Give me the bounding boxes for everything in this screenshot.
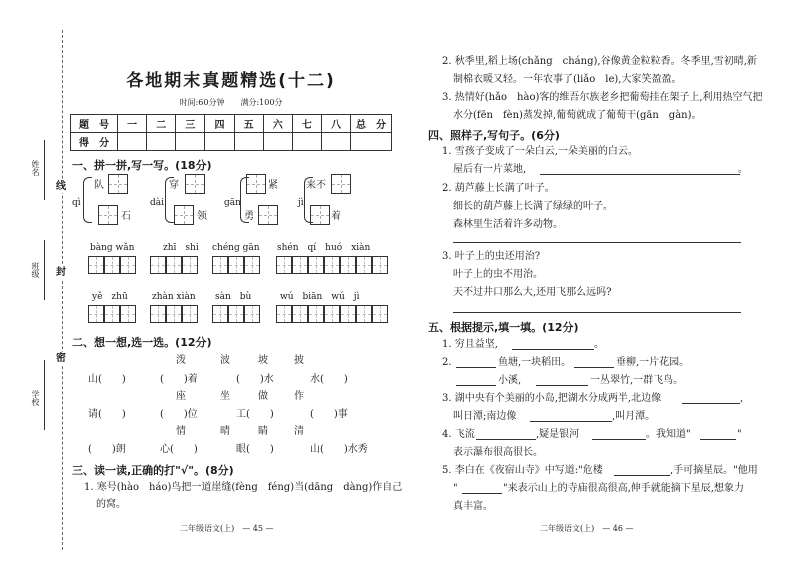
section-4-heading: 四、照样子,写句子。(6分) — [428, 129, 560, 142]
score-input-cell[interactable] — [292, 133, 321, 151]
question-text: 叶子上的虫不用治。 — [453, 269, 543, 280]
brace-top-char: 来不 — [306, 180, 326, 191]
choice-item[interactable]: ( )水 — [236, 374, 274, 385]
option-char: 晴 — [220, 426, 230, 437]
question-text: 制棉衣暖又轻。一年农事了(liǎo le),大家笑盈盈。 — [453, 74, 682, 85]
page-footer-right: 二年级语文(上) — 46 — — [540, 524, 634, 533]
fill-text: ,疑是银河 — [536, 429, 580, 440]
choice-item[interactable]: 工( ) — [236, 409, 274, 420]
fill-text: "来表示山上的寺庙很高很高,伸手就能摘下星辰,想象力 — [503, 483, 744, 494]
fill-blank[interactable] — [682, 403, 740, 404]
writing-cell[interactable] — [104, 305, 120, 323]
question-text: 天不过井口那么大,还用飞那么远吗? — [453, 287, 612, 298]
writing-cell[interactable] — [324, 256, 340, 274]
fill-text: 5. 李白在《夜宿山寺》中写道:"危楼 — [442, 465, 603, 476]
pinyin-label: yě zhū — [92, 292, 128, 302]
score-input-cell[interactable] — [263, 133, 292, 151]
writing-box[interactable] — [246, 174, 266, 194]
choice-item[interactable]: 山( ) — [88, 374, 126, 385]
writing-cell[interactable] — [228, 256, 244, 274]
writing-cell[interactable] — [212, 256, 228, 274]
question-text: 屋后有一片菜地, — [453, 164, 527, 175]
school-label: 学校 — [31, 390, 40, 406]
writing-cell[interactable] — [356, 305, 372, 323]
question-text: 2. 葫芦藤上长满了叶子。 — [442, 183, 555, 194]
fill-blank[interactable] — [456, 385, 496, 386]
class-underline — [44, 240, 45, 300]
score-input-cell[interactable] — [118, 133, 147, 151]
name-label: 姓名 — [31, 160, 40, 176]
writing-box[interactable] — [310, 205, 330, 225]
section-5-heading: 五、根据提示,填一填。(12分) — [428, 321, 579, 334]
brace-bottom-char: 领 — [197, 211, 207, 222]
option-char: 座 — [176, 391, 186, 402]
pinyin-label: sàn bù — [215, 292, 252, 302]
writing-cell[interactable] — [340, 305, 356, 323]
question-text: 1. 寒号(hào háo)鸟把一道崖缝(fèng féng)当(dāng dàng)作自己 — [84, 482, 403, 493]
option-char: 做 — [258, 391, 268, 402]
fill-blank[interactable] — [700, 439, 736, 440]
brace-mark — [83, 177, 92, 223]
fill-text: 。我知道" — [646, 429, 691, 440]
writing-cell[interactable] — [166, 256, 182, 274]
school-underline — [44, 360, 45, 430]
score-input-cell[interactable] — [176, 133, 205, 151]
writing-cell[interactable] — [372, 305, 388, 323]
score-head-cell: 三 — [176, 115, 205, 133]
cut-mark-2: 封 — [56, 267, 66, 278]
brace-bottom-char: 石 — [121, 211, 131, 222]
option-char: 清 — [294, 426, 304, 437]
option-char: 睛 — [258, 426, 268, 437]
option-char: 披 — [294, 355, 304, 366]
brace-top-char: 紧 — [268, 180, 278, 191]
page-title: 各地期末真题精选(十二) — [126, 71, 336, 91]
writing-cell[interactable] — [182, 256, 198, 274]
answer-line[interactable] — [453, 242, 741, 243]
brace-pinyin: jì — [298, 198, 304, 208]
fill-text: " — [737, 429, 742, 440]
score-head-cell: 七 — [292, 115, 321, 133]
fill-text: 垂柳,一片花园。 — [616, 357, 690, 368]
pinyin-label: zhàn xiàn — [152, 292, 196, 302]
name-underline — [44, 140, 45, 200]
writing-cell[interactable] — [276, 305, 292, 323]
writing-cell[interactable] — [88, 305, 104, 323]
page-footer-left: 二年级语文(上) — 45 — — [180, 524, 274, 533]
brace-top-char: 穿 — [169, 180, 179, 191]
option-char: 坡 — [258, 355, 268, 366]
fill-text: 2. — [442, 357, 452, 368]
brace-pinyin: dài — [150, 198, 165, 208]
cut-mark-3: 密 — [56, 353, 66, 364]
score-input-cell[interactable] — [147, 133, 176, 151]
writing-box[interactable] — [98, 205, 118, 225]
writing-cell[interactable] — [212, 305, 228, 323]
writing-cell[interactable] — [150, 256, 166, 274]
question-text: 1. 雪孩子变成了一朵白云,一朵美丽的白云。 — [442, 146, 638, 157]
score-input-cell[interactable] — [234, 133, 263, 151]
fill-blank[interactable] — [592, 439, 646, 440]
score-head-cell: 四 — [205, 115, 234, 133]
choice-item[interactable]: ( )着 — [160, 374, 198, 385]
fill-blank[interactable] — [536, 385, 588, 386]
writing-cell[interactable] — [120, 305, 136, 323]
choice-item[interactable]: 山( )水秀 — [310, 444, 368, 455]
pinyin-label: bàng wǎn — [90, 243, 135, 253]
fill-text: 鱼塘,一块稻田。 — [498, 357, 572, 368]
section-2-heading: 二、想一想,选一选。(12分) — [72, 336, 212, 349]
choice-item[interactable]: 心( ) — [160, 444, 198, 455]
question-text: 水分(fēn fèn)蒸发掉,葡萄就成了葡萄干(gān gàn)。 — [453, 110, 702, 121]
writing-cell[interactable] — [356, 256, 372, 274]
pinyin-label: shén qí huó xiàn — [277, 243, 371, 253]
brace-bottom-char: 勇 — [244, 211, 254, 222]
score-head-cell: 一 — [118, 115, 147, 133]
fill-blank[interactable] — [462, 493, 502, 494]
fill-text: , — [740, 393, 744, 404]
choice-item[interactable]: 水( ) — [310, 374, 348, 385]
writing-cell[interactable] — [150, 305, 166, 323]
writing-cell[interactable] — [372, 256, 388, 274]
writing-cell[interactable] — [104, 256, 120, 274]
question-text: 3. 热情好(hǎo hào)客的维吾尔族老乡把葡萄挂在架子上,利用热空气把 — [442, 92, 763, 103]
score-header-row — [71, 115, 392, 133]
writing-cell[interactable] — [244, 305, 260, 323]
choice-item[interactable]: ( )事 — [310, 409, 348, 420]
writing-cell[interactable] — [324, 305, 340, 323]
writing-box[interactable] — [331, 174, 351, 194]
option-char: 波 — [220, 355, 230, 366]
writing-cell[interactable] — [276, 256, 292, 274]
fill-text: 真丰富。 — [453, 501, 493, 512]
writing-box[interactable] — [258, 205, 278, 225]
score-head-cell: 五 — [234, 115, 263, 133]
pinyin-label: zhī shi — [163, 243, 199, 253]
pinyin-label: wú biān wú jì — [280, 292, 360, 302]
answer-line[interactable] — [453, 312, 741, 313]
score-row-label: 得 分 — [71, 133, 118, 151]
fill-text: 一丛翠竹,一群飞鸟。 — [590, 375, 684, 386]
period-mark: 。 — [738, 164, 748, 175]
brace-pinyin: gān — [224, 198, 241, 208]
choice-item[interactable]: ( )朗 — [88, 444, 126, 455]
option-char: 情 — [176, 426, 186, 437]
score-input-cell[interactable] — [321, 133, 350, 151]
score-head-cell: 二 — [147, 115, 176, 133]
fill-text: " — [453, 483, 458, 494]
fill-blank[interactable] — [456, 367, 496, 368]
section-3-heading: 三、读一读,正确的打"√"。(8分) — [72, 464, 234, 477]
writing-cell[interactable] — [292, 256, 308, 274]
period-mark: 。 — [594, 339, 604, 350]
option-char: 作 — [294, 391, 304, 402]
brace-pinyin: qì — [72, 198, 81, 208]
writing-cell[interactable] — [308, 305, 324, 323]
fill-text: 1. 穷且益坚, — [442, 339, 498, 350]
score-table — [70, 114, 392, 151]
question-text: 细长的葫芦藤上长满了绿绿的叶子。 — [453, 201, 613, 212]
brace-top-char: 队 — [94, 180, 104, 191]
writing-cell[interactable] — [182, 305, 198, 323]
question-text: 2. 秋季里,稻上场(chǎng cháng),谷像黄金粒粒香。冬季里,雪初晴,新 — [442, 56, 757, 67]
score-value-row — [71, 133, 392, 151]
score-input-cell[interactable] — [351, 133, 392, 151]
fill-blank[interactable] — [476, 439, 536, 440]
fill-blank[interactable] — [530, 421, 612, 422]
choice-item[interactable]: 请( ) — [88, 409, 126, 420]
exam-meta: 时间:60分钟 满分:100分 — [179, 98, 283, 107]
option-char: 泼 — [176, 355, 186, 366]
pinyin-label: chéng gān — [212, 243, 260, 253]
question-text: 森林里生活着许多动物。 — [453, 219, 563, 230]
cut-line — [62, 30, 63, 550]
question-text: 3. 叶子上的虫还用治? — [442, 251, 541, 262]
cut-mark-1: 线 — [56, 181, 66, 192]
class-label: 班级 — [31, 262, 40, 278]
writing-box[interactable] — [108, 174, 128, 194]
score-head-cell: 八 — [321, 115, 350, 133]
score-input-cell[interactable] — [205, 133, 234, 151]
answer-line[interactable] — [540, 174, 740, 175]
choice-item[interactable]: 眼( ) — [236, 444, 274, 455]
choice-item[interactable]: ( )位 — [160, 409, 198, 420]
writing-cell[interactable] — [166, 305, 182, 323]
option-char: 坐 — [220, 391, 230, 402]
fill-blank[interactable] — [574, 367, 614, 368]
fill-blank[interactable] — [512, 349, 594, 350]
fill-text: 4. 飞流 — [442, 429, 475, 440]
question-text: 的窝。 — [96, 499, 126, 510]
fill-text: 3. 湖中央有个美丽的小岛,把湖水分成两半,北边像 — [442, 393, 662, 404]
writing-cell[interactable] — [120, 256, 136, 274]
writing-cell[interactable] — [308, 256, 324, 274]
score-head-cell: 总 分 — [351, 115, 392, 133]
fill-blank[interactable] — [614, 475, 670, 476]
score-head-cell: 题 号 — [71, 115, 118, 133]
writing-cell[interactable] — [340, 256, 356, 274]
writing-cell[interactable] — [88, 256, 104, 274]
section-1-heading: 一、拼一拼,写一写。(18分) — [72, 159, 212, 172]
fill-text: 叫日潭;南边像 — [453, 411, 517, 422]
writing-box[interactable] — [174, 205, 194, 225]
score-head-cell: 六 — [263, 115, 292, 133]
writing-cell[interactable] — [292, 305, 308, 323]
writing-cell[interactable] — [244, 256, 260, 274]
writing-box[interactable] — [185, 174, 205, 194]
fill-text: ,手可摘星辰。"他用 — [670, 465, 758, 476]
writing-cell[interactable] — [228, 305, 244, 323]
brace-bottom-char: 着 — [331, 211, 341, 222]
fill-text: 小溪, — [498, 375, 522, 386]
fill-text: 表示瀑布很高很长。 — [453, 447, 543, 458]
fill-text: ,叫月潭。 — [612, 411, 656, 422]
